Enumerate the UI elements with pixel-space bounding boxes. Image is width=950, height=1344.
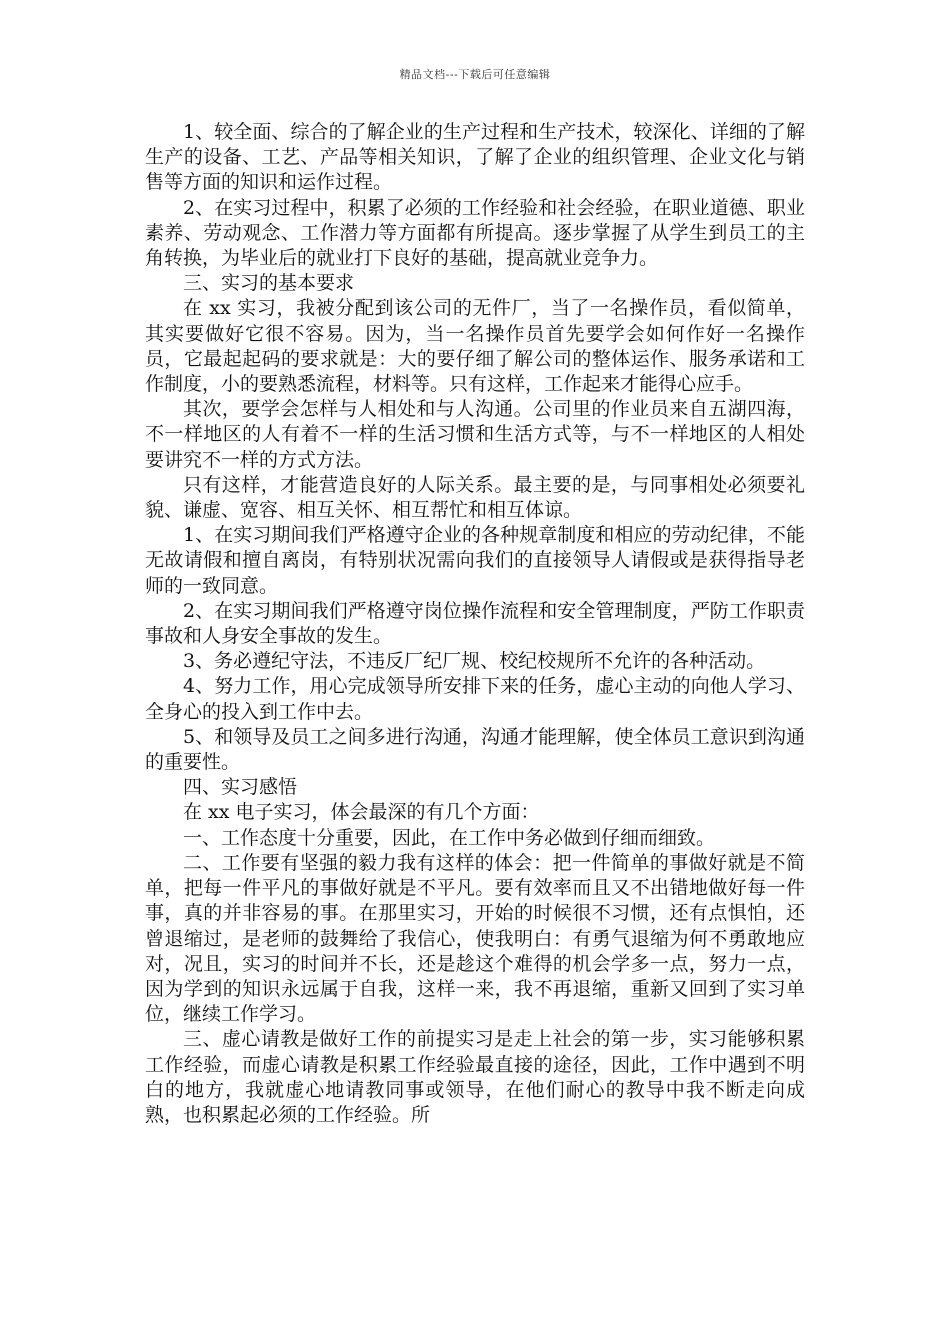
page-header: 精品文档---下载后可任意编辑	[399, 68, 551, 81]
section-heading-reflections: 四、实习感悟	[183, 776, 298, 799]
paragraph-12: 一、工作态度十分重要，因此，在工作中务必做到仔细而细致。	[183, 826, 716, 849]
document-body	[145, 120, 805, 1128]
section-heading-basic-requirements: 三、实习的基本要求	[183, 272, 355, 295]
paragraph-13: 二、工作要有坚强的毅力我有这样的体会：把一件简单的事做好就是不简单，把每一件平凡的事做好就是不平凡。要有效率而且又不出错地做好每一件事，真的并非容易的事。在那里实习，开始的时候很不习惯，还有点惧怕，还曾退缩过，是老师的鼓舞给了我信心，使我明白：有勇气退缩为何不勇敢地应对，况且，实习的时间并不长，还是趁这个难得的机会学多一点，努力一点，因为学到的知识永远属于自我，这样一来，我不再退缩，重新又回到了实习单位，继续工作学习。	[145, 851, 805, 1026]
paragraph-6: 1、在实习期间我们严格遵守企业的各种规章制度和相应的劳动纪律，不能无故请假和擅自离岗，有特别状况需向我们的直接领导人请假或是获得指导老师的一致同意。	[145, 524, 805, 597]
paragraph-5: 只有这样，才能营造良好的人际关系。最主要的是，与同事相处必须要礼貌、谦虚、宽容、相互关怀、相互帮忙和相互体谅。	[145, 473, 805, 522]
paragraph-11: 在 xx 电子实习，体会最深的有几个方面：	[183, 801, 540, 824]
paragraph-3: 在 xx 实习，我被分配到该公司的无件厂，当了一名操作员，看似简单，其实要做好它很不容易。因为，当一名操作员首先要学会如何作好一名操作员，它最起起码的要求就是：大的要仔细了解公司的整体运作、服务承诺和工作制度，小的要熟悉流程，材料等。只有这样，工作起来才能得心应手。	[145, 297, 805, 396]
paragraph-9: 4、努力工作，用心完成领导所安排下来的任务，虚心主动的向他人学习、全身心的投入到工作中去。	[145, 675, 805, 723]
paragraph-14: 三、虚心请教是做好工作的前提实习是走上社会的第一步，实习能够积累工作经验，而虚心请教是积累工作经验最直接的途径，因此，工作中遇到不明白的地方，我就虚心地请教同事或领导，在他们耐心的教导中我不断走向成熟，也积累起必须的工作经验。所	[145, 1028, 805, 1126]
paragraph-7: 2、在实习期间我们严格遵守岗位操作流程和安全管理制度，严防工作职责事故和人身安全事故的发生。	[145, 599, 805, 648]
paragraph-2: 2、在实习过程中，积累了必须的工作经验和社会经验，在职业道德、职业素养、劳动观念、工作潜力等方面都有所提高。逐步掌握了从学生到员工的主角转换，为毕业后的就业打下良好的基础，提高就业竞争力。	[145, 196, 805, 270]
paragraph-10: 5、和领导及员工之间多进行沟通，沟通才能理解，使全体员工意识到沟通的重要性。	[145, 725, 805, 774]
paragraph-4: 其次，要学会怎样与人相处和与人沟通。公司里的作业员来自五湖四海，不一样地区的人有着不一样的生活习惯和生活方式等，与不一样地区的人相处要讲究不一样的方式方法。	[145, 398, 805, 471]
paragraph-8: 3、务必遵纪守法，不违反厂纪厂规、校纪校规所不允许的各种活动。	[183, 650, 766, 673]
paragraph-1: 1、较全面、综合的了解企业的生产过程和生产技术，较深化、详细的了解生产的设备、工艺、产品等相关知识，了解了企业的组织管理、企业文化与销售等方面的知识和运作过程。	[145, 121, 805, 194]
